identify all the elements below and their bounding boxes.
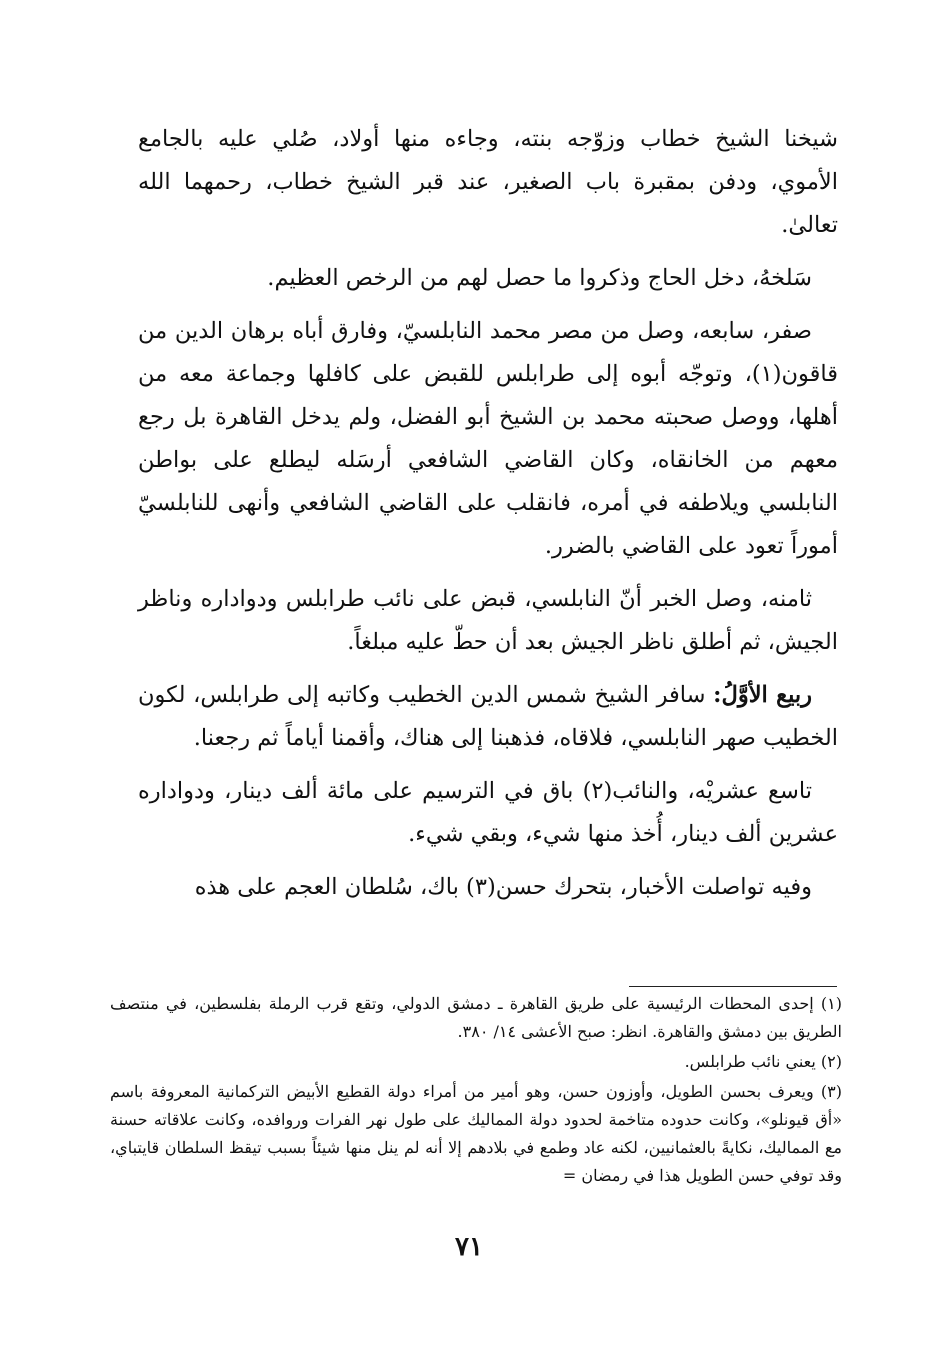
paragraph-6: تاسع عشريْه، والنائب(٢) باق في الترسيم على مائة ألف دينار، ودواداره عشرين ألف دينار، أُخذ منها شيء، وبقي شيء. <box>138 778 838 847</box>
paragraph-7: وفيه تواصلت الأخبار، بتحرك حسن(٣) باك، سُلطان العجم على هذه <box>194 874 812 900</box>
paragraph-5-text: سافر الشيخ شمس الدين الخطيب وكاتبه إلى طرابلس، لكون الخطيب صهر النابلسي، فلاقاه، فذهبنا إلى هناك، وأقمنا أياماً ثم رجعنا. <box>138 682 838 751</box>
paragraph-3: صفر، سابعه، وصل من مصر محمد النابلسيّ، وفارق أباه برهان الدين من قاقون(١)، وتوجّه أبوه إلى طرابلس للقبض على كافلها وجماعة معه من أهلها، ووصل صحبته محمد بن الشيخ أبو الفضل، ولم يدخل القاهرة بل رجع معهم من الخانقاه، وكان القاضي الشافعي أرسَله ليطلع على بواطن النابلسي ويلاطفه في أمره، فانقلب على القاضي الشافعي وأنهى للنابلسيّ أموراً تعود على القاضي بالضرر. <box>138 318 838 559</box>
paragraph-4: ثامنه، وصل الخبر أنّ النابلسي، قبض على نائب طرابلس ودواداره وناظر الجيش، ثم أطلق ناظر الجيش بعد أن حطّ عليه مبلغاً. <box>138 586 838 655</box>
footnote-3: (٣) ويعرف بحسن الطويل، وأوزون حسن، وهو أمير من أمراء دولة القطيع الأبيض التركمانية المعروفة باسم «أق قيونلو»، وكانت حدوده متاخمة لحدود دولة المماليك على طول نهر الفرات وروافده، وكانت علاقاته حسنة مع المماليك، نكايةً بالعثمانيين، لكنه عاد وطمع في بلادهم إلا أنه لم ينل منها شيئاً بسبب تيقظ السلطان قايتباي، وقد توفي حسن الطويل هذا في رمضان = <box>110 1082 843 1185</box>
paragraph-5 <box>138 674 838 760</box>
footnote-separator <box>629 986 837 987</box>
paragraph-1: شيخنا الشيخ خطاب وزوّجه بنته، وجاءه منها أولاد، صُلي عليه بالجامع الأموي، ودفن بمقبرة باب الصغير، عند قبر الشيخ خطاب، رحمهما الله تعالىٰ. <box>138 126 838 238</box>
footnotes <box>110 990 842 1192</box>
footnote-1: (١) إحدى المحطات الرئيسية على طريق القاهرة ـ دمشق الدولي، وتقع قرب الرملة بفلسطين، في منتصف الطريق بين دمشق والقاهرة. انظر: صبح الأعشى ١٤/ ٣٨٠. <box>110 994 843 1041</box>
main-text <box>138 118 838 919</box>
month-heading-rabi: ربيع الأوَّلُ: <box>713 682 813 708</box>
paragraph-2: سَلخهُ، دخل الحاج وذكروا ما حصل لهم من الرخص العظيم. <box>267 265 812 291</box>
footnote-2: (٢) يعني نائب طرابلس. <box>684 1052 842 1071</box>
page-number: ٧١ <box>455 1232 483 1262</box>
